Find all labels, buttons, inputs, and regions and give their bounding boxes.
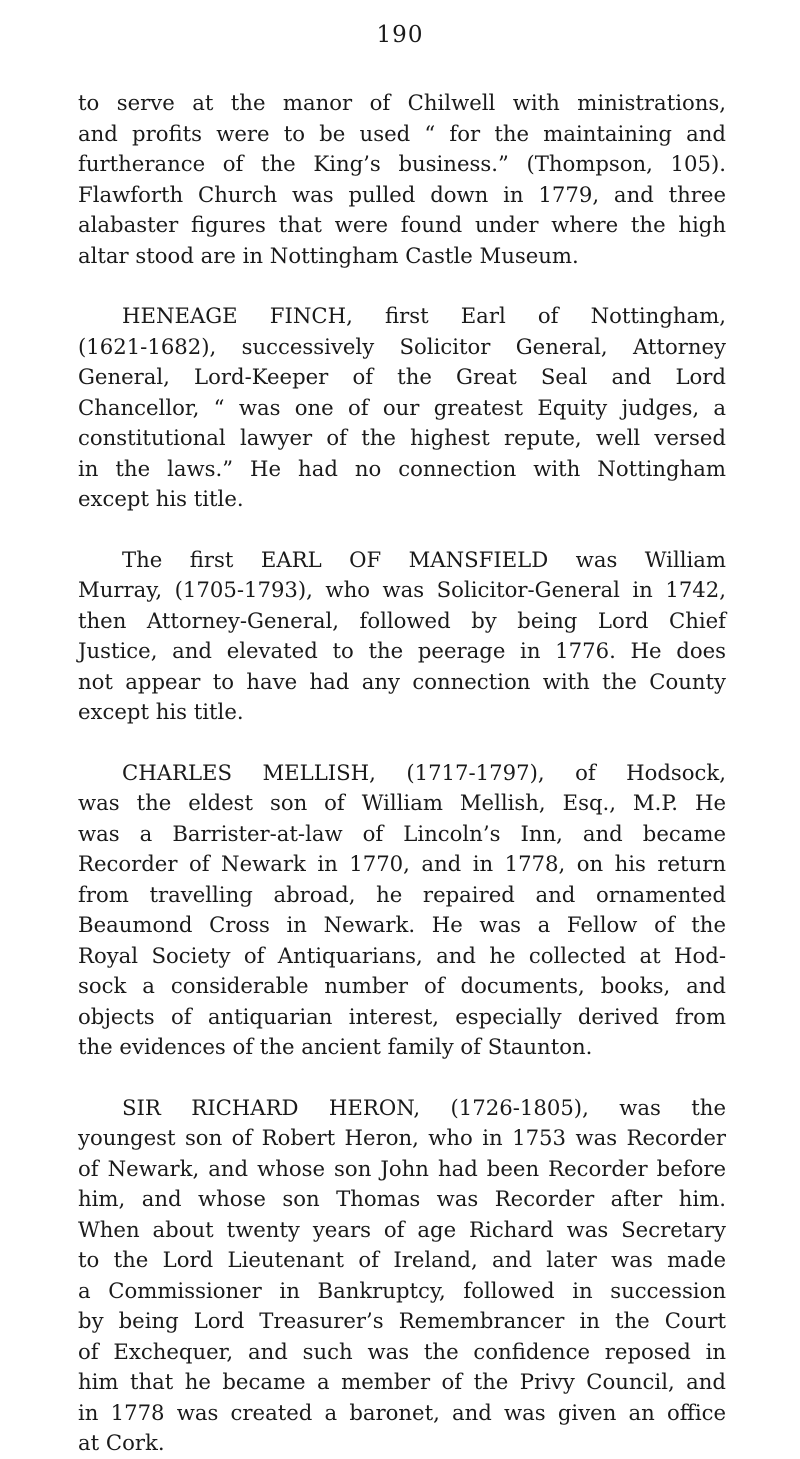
text-line: The first EARL OF MANSFIELD was William	[122, 546, 726, 572]
page-number: 190	[376, 22, 424, 48]
paragraph-richard-heron	[78, 1093, 726, 1459]
paragraph-heneage-finch	[78, 301, 726, 515]
text-line: by being Lord Treasurer’s Remembrancer in the Court	[78, 1308, 726, 1333]
text-line: HENEAGE FINCH, first Earl of Nottingham,	[122, 303, 726, 328]
body-text	[78, 88, 726, 1459]
text-line: the evidences of the ancient family of Staunton.	[78, 1034, 593, 1059]
text-line: to serve at the manor of Chilwell with ministrations,	[78, 90, 726, 115]
text-line: Beaumond Cross in Newark. He was a Fellow of the	[78, 912, 726, 937]
text-line: in the laws.” He had no connection with Nottingham	[78, 455, 726, 481]
paragraph-spacer	[78, 271, 726, 301]
text-line: Flawforth Church was pulled down in 1779, and three	[78, 181, 726, 207]
text-line: and profits were to be used “ for the maintaining and	[78, 120, 726, 146]
text-line: constitutional lawyer of the highest repute, well versed	[78, 425, 726, 450]
text-line: furtherance of the King’s business.” (Thompson, 105).	[78, 151, 726, 176]
text-line: then Attorney-General, followed by being Lord Chief	[78, 607, 726, 633]
paragraph-charles-mellish	[78, 758, 726, 1063]
text-line: (1621-1682), successively Solicitor General, Attorney	[78, 333, 726, 359]
paragraph-spacer	[78, 515, 726, 545]
paragraph-chilwell	[78, 88, 726, 271]
text-line: of Exchequer, and such was the confidence reposed in	[78, 1338, 726, 1364]
text-line: was a Barrister-at-law of Lincoln’s Inn, and became	[78, 820, 726, 846]
text-line: except his title.	[78, 699, 244, 724]
text-line: Murray, (1705-1793), who was Solicitor-General in 1742,	[78, 577, 726, 602]
text-line: not appear to have had any connection with the County	[78, 668, 726, 694]
text-line: him that he became a member of the Privy Council, and	[78, 1369, 726, 1394]
text-line: SIR RICHARD HERON, (1726-1805), was the	[122, 1094, 726, 1120]
text-line: from travelling abroad, he repaired and ornamented	[78, 881, 726, 907]
text-line: at Cork.	[78, 1430, 165, 1455]
text-line: CHARLES MELLISH, (1717-1797), of Hodsock,	[122, 759, 726, 785]
text-line: a Commissioner in Bankruptcy, followed in succession	[78, 1277, 726, 1303]
text-line: Recorder of Newark in 1770, and in 1778, on his return	[78, 851, 726, 876]
text-line: Justice, and elevated to the peerage in 1776. He does	[78, 638, 726, 663]
text-line: General, Lord-Keeper of the Great Seal and Lord	[78, 364, 726, 389]
text-line: When about twenty years of age Richard was Secretary	[78, 1216, 726, 1242]
text-line: of Newark, and whose son John had been Recorder before	[78, 1155, 726, 1181]
text-line: Royal Society of Antiquarians, and he collected at Hod-	[78, 942, 726, 968]
text-line: except his title.	[78, 486, 244, 511]
text-line: altar stood are in Nottingham Castle Museum.	[78, 242, 579, 268]
text-line: him, and whose son Thomas was Recorder after him.	[78, 1186, 726, 1211]
text-line: alabaster figures that were found under where the high	[78, 212, 726, 237]
text-line: objects of antiquarian interest, especially derived from	[78, 1003, 726, 1029]
text-line: sock a considerable number of documents, books, and	[78, 973, 726, 998]
paragraph-spacer	[78, 728, 726, 758]
text-line: youngest son of Robert Heron, who in 1753 was Recorder	[78, 1125, 726, 1150]
text-line: to the Lord Lieutenant of Ireland, and later was made	[78, 1247, 726, 1272]
paragraph-spacer	[78, 1063, 726, 1093]
paragraph-earl-of-mansfield	[78, 545, 726, 728]
text-line: in 1778 was created a baronet, and was given an office	[78, 1399, 726, 1425]
text-line: Chancellor, “ was one of our greatest Equity judges, a	[78, 394, 726, 420]
text-line: was the eldest son of William Mellish, Esq., M.P. He	[78, 790, 726, 815]
